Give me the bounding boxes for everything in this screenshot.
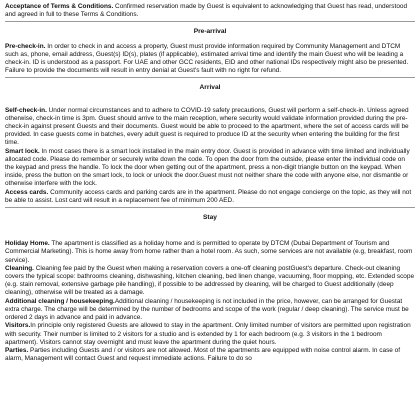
acceptance-title: Acceptance of Terms & Conditions. (5, 3, 114, 10)
parties-title: Parties. (5, 346, 29, 354)
holidayhome-paragraph (5, 240, 415, 265)
precheckin-paragraph (5, 43, 415, 76)
visitors-title: Visitors. (5, 322, 31, 330)
additionalcleaning-text: Additional cleaning / housekeeping is not included in the price, however, can be arranged for Guestat extra charge. The charge will be determined by the number of bedrooms and scope of the work (regular / deep cleaning). The service must be ordered 2 days in advance and paid in advance. (5, 297, 409, 322)
smartlock-text: In most cases there is a smart lock installed in the main entry door. Guest is provided in advance with time limited and individually allocated code. Please do remember or securely write down the code. To open the door from the outside, please enter the individual code on the keypad and press the handle. To lock the door when getting out of the apartment, press a non-digit triangle button on the keypad. When inside, press the button on the smart lock, to lock or unlock the door.Guest must not neither share the code with anyone else, nor dismantle or otherwise interfere with the lock. (5, 147, 410, 188)
cleaning-paragraph (5, 265, 415, 298)
accesscards-text: Community access cards and parking cards are in the apartment. Please do not engage concierge on the topic, as they will not be able to assist. Lost card will result in a replacement fee of minimum 200 AED. (5, 188, 412, 204)
accesscards-title: Access cards. (5, 188, 49, 196)
precheckin-text: In order to check in and access a property, Guest must provide information required by Community Management and DTCM such as, phone, email address, Guest(s) ID(s), plates (if applicable), estimated arrival time and identify the main Guest who will be leading a check-in. ID is understood as a passport. For UAE and other GCC residents, EID and other national IDs respectively might also be presented. Failure to provide the documents will result in entry denial at Guest's fault with no right for refund. (5, 42, 409, 75)
smartlock-title: Smart lock. (5, 147, 40, 155)
selfcheckin-paragraph (5, 107, 415, 148)
section-heading-stay: Stay (203, 214, 217, 222)
cleaning-text: Cleaning fee paid by the Guest when making a reservation covers a one-off cleaning postGuest's departure. Check-out cleaning covers the typical scope: bathrooms cleaning, dishwashing, kitchen cleaning, bed linen change, vacuuming, floor mopping, etc. Extended scope (e.g. stain removal, extensive garbage pile handling), if possible to be addressed by cleaning, will be charged to Guest additionally (deep cleaning), otherwise will be treated as a damage. (5, 264, 415, 297)
precheckin-title: Pre-check-in. (5, 42, 46, 50)
acceptance-text: Confirmed reservation made by Guest is equivalent to acknowledging that Guest has read, understood and agreed in full to these Terms & Conditions. (5, 3, 408, 19)
cleaning-title: Cleaning. (5, 264, 34, 272)
holidayhome-title: Holiday Home. (5, 240, 50, 248)
parties-text: Parties including Guests and / or visitors are not allowed. Most of the apartments are equipped with noise control alarm. In case of alarm, Management will contact Guest and request immediate actions. Failure to do so (5, 346, 401, 363)
selfcheckin-text: Under normal circumstances and to adhere to COVID-19 safety precautions, Guest will perform a self-check-in. Unless agreed otherwise, check-in time is 3pm. Guest should arrive to the main reception, where security would validate information provided during the pre-check-in against present Guests and their documents. Guest would be able to proceed to the apartment, where the set of access cards will be provided. In case guests come in batches, every adult guest is required to produce ID at the security when entering the building for the first time. (5, 106, 409, 147)
additionalcleaning-paragraph (5, 298, 415, 323)
accesscards-paragraph (5, 189, 415, 205)
visitors-paragraph (5, 322, 415, 347)
holidayhome-text: The apartment is classified as a holiday home and is permitted to operate by DTCM (Dubai Department of Tourism and Commercial Marketing). This is home away from home rather than a hotel room. As such, some services are not available (e.g, breakfast, room service). (5, 240, 413, 264)
acceptance-paragraph (5, 3, 415, 19)
visitors-text: In principle only registered Guests are allowed to stay in the apartment. Only limited number of visitors are permitted upon registration with security. Their number is limited to 2 visitors for a studio and is extended by 1 for each bedroom (e.g. 3 visitors in the 1 bedroom apartment). Visitors cannot stay overnight and must leave the apartment during the quiet hours. (5, 322, 411, 346)
parties-paragraph (5, 347, 415, 363)
section-heading-arrival: Arrival (199, 84, 221, 92)
additionalcleaning-title: Additional cleaning / housekeeping. (5, 297, 115, 305)
selfcheckin-title: Self-check-in. (5, 106, 47, 114)
section-heading-prearrival: Pre-arrival (193, 28, 227, 36)
smartlock-paragraph (5, 148, 415, 189)
